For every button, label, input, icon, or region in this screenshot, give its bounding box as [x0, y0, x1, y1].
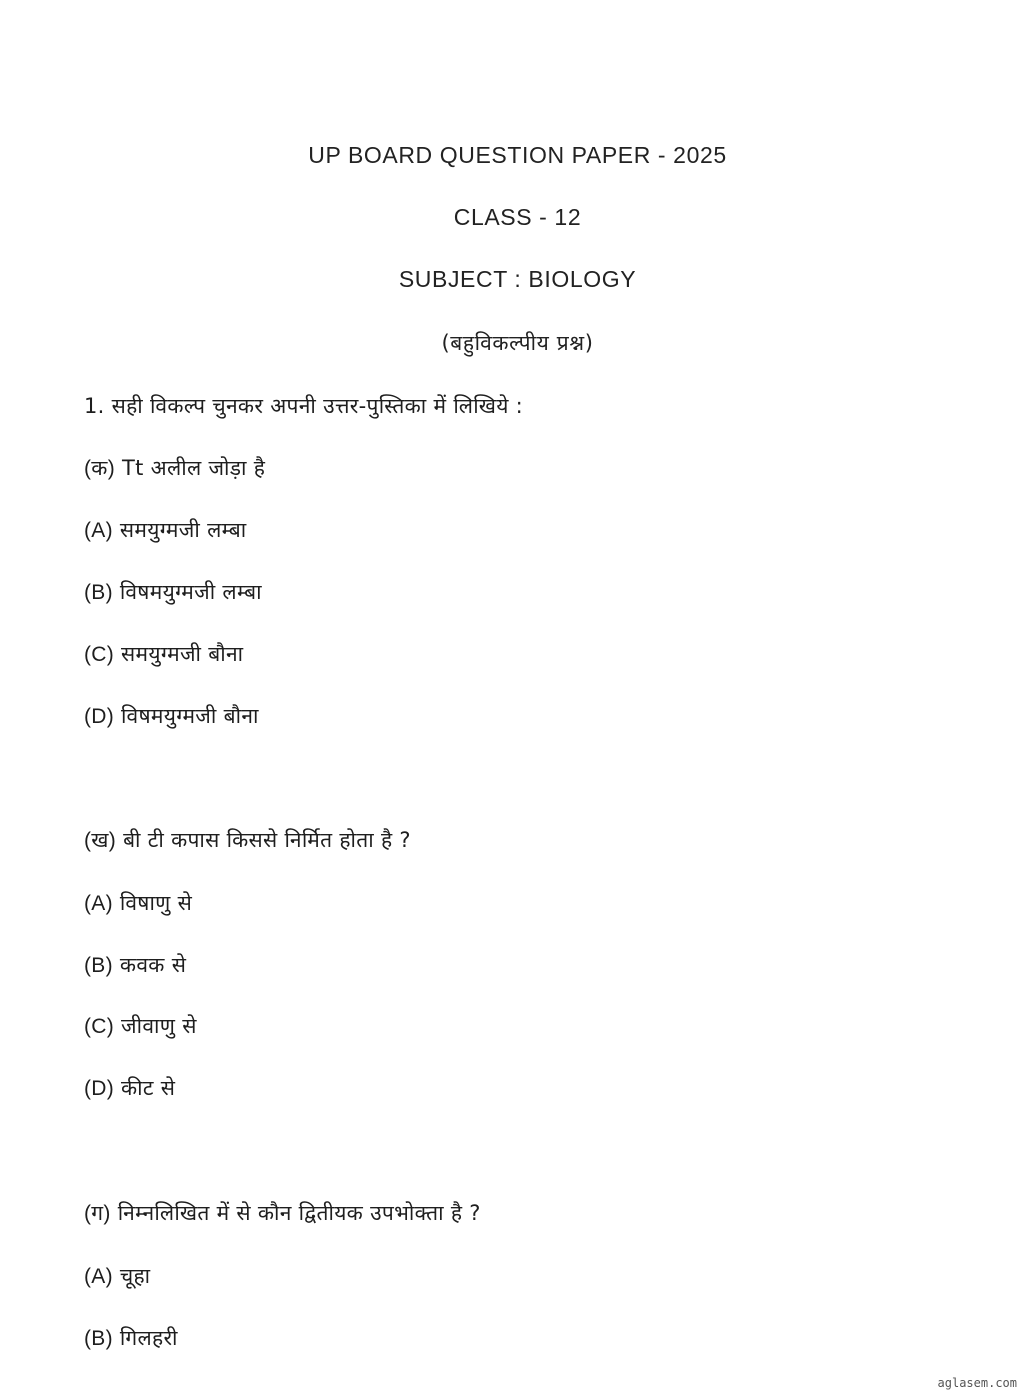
option-text: गिलहरी	[119, 1326, 178, 1350]
option-label: (A)	[84, 892, 113, 915]
option-row	[84, 889, 192, 917]
option-row	[84, 1324, 178, 1352]
question-text: बी टी कपास किससे निर्मित होता है ?	[123, 828, 411, 852]
option-label: (B)	[84, 1327, 113, 1350]
class-label: CLASS - 12	[453, 204, 582, 230]
option-text: कवक से	[119, 953, 187, 977]
option-row	[84, 640, 243, 668]
subject-label: SUBJECT : BIOLOGY	[398, 266, 637, 292]
option-label: (B)	[84, 954, 113, 977]
option-text: चूहा	[119, 1264, 151, 1288]
option-label: (B)	[84, 581, 113, 604]
option-text: विषमयुग्मजी बौना	[121, 704, 259, 728]
option-row	[84, 702, 259, 730]
question-text: निम्नलिखित में से कौन द्वितीयक उपभोक्ता है ?	[117, 1201, 481, 1225]
watermark: aglasem.com	[937, 1376, 1017, 1390]
option-row	[84, 578, 262, 606]
question-label: (ख)	[84, 829, 117, 852]
section-heading: (बहुविकल्पीय प्रश्न)	[441, 331, 594, 355]
option-label: (C)	[84, 1015, 115, 1038]
option-row	[84, 516, 246, 544]
question-ka	[84, 454, 265, 482]
option-row	[84, 951, 186, 979]
question-text: Tt अलील जोड़ा है	[122, 456, 266, 480]
question-kha	[84, 826, 411, 854]
option-label: (D)	[84, 705, 115, 728]
paper-title: UP BOARD QUESTION PAPER - 2025	[308, 142, 727, 168]
question-label: (ग)	[84, 1202, 111, 1225]
option-text: कीट से	[121, 1076, 176, 1100]
option-text: विषाणु से	[119, 891, 193, 915]
option-text: विषमयुग्मजी लम्बा	[119, 580, 262, 604]
option-text: समयुग्मजी बौना	[121, 642, 244, 666]
option-label: (A)	[84, 519, 113, 542]
question-ga	[84, 1199, 481, 1227]
option-row	[84, 1262, 150, 1290]
question-label: (क)	[84, 457, 116, 480]
instruction-text: 1. सही विकल्प चुनकर अपनी उत्तर-पुस्तिका में लिखिये :	[84, 394, 524, 418]
option-label: (C)	[84, 643, 115, 666]
option-label: (D)	[84, 1077, 115, 1100]
option-text: जीवाणु से	[121, 1014, 197, 1038]
option-text: समयुग्मजी लम्बा	[119, 518, 247, 542]
option-row	[84, 1012, 197, 1040]
option-label: (A)	[84, 1265, 113, 1288]
option-row	[84, 1074, 175, 1102]
